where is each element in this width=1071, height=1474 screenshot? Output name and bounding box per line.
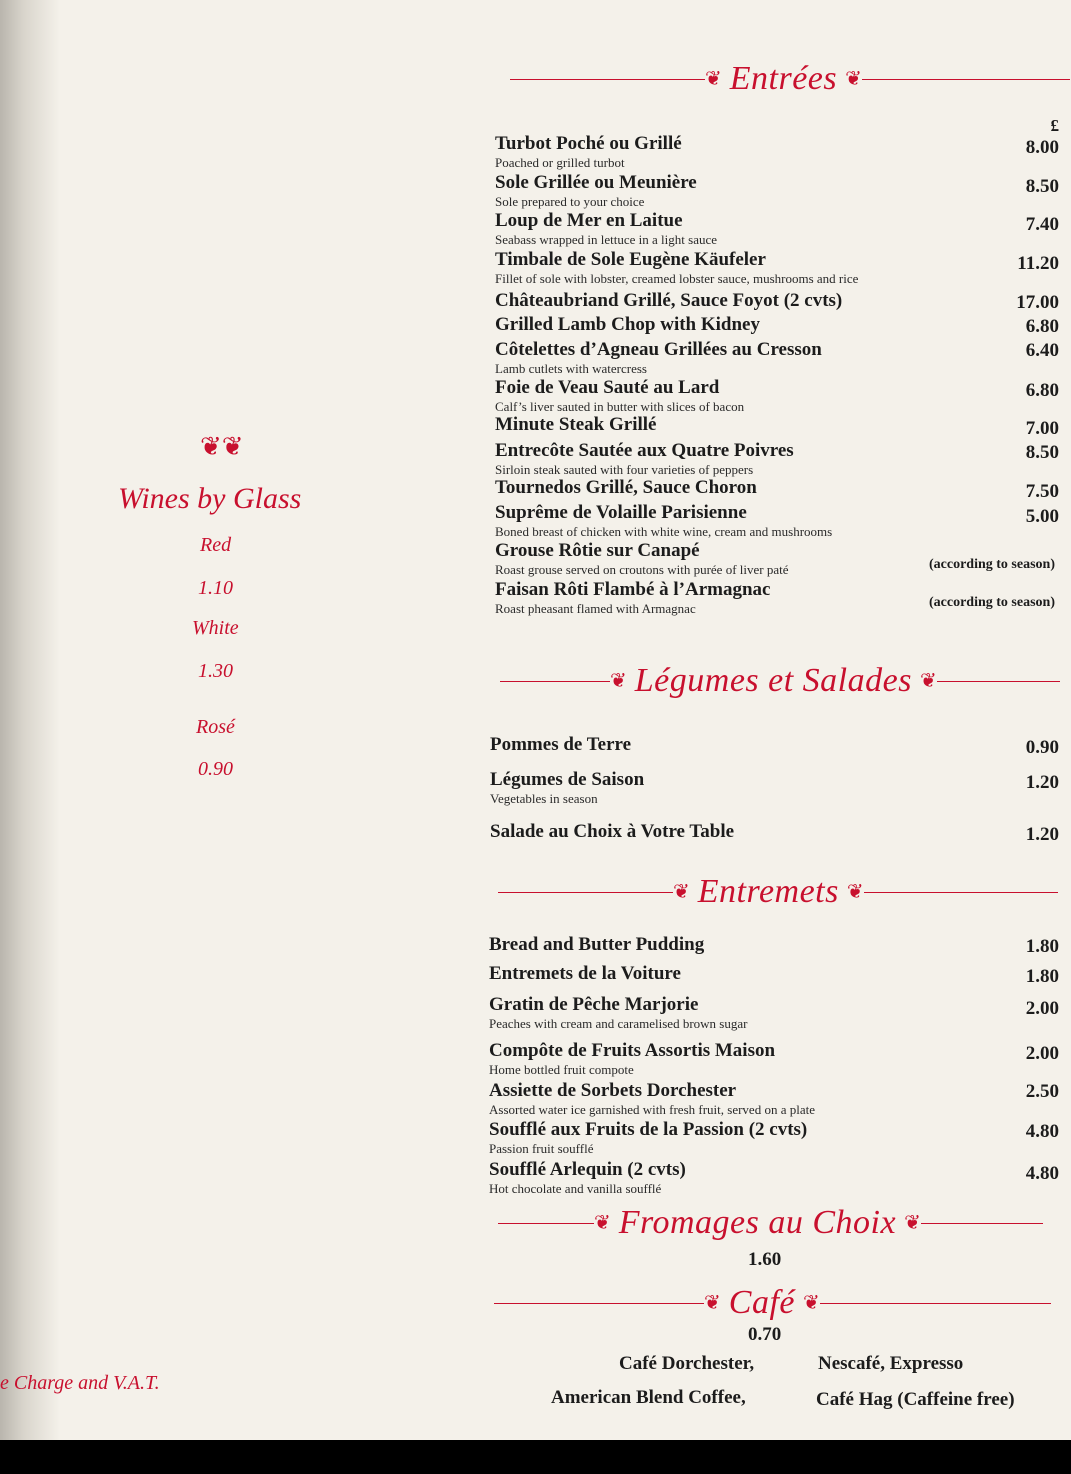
section-header-entremets bbox=[498, 873, 1058, 911]
menu-item-name: Sole Grillée ou Meunière bbox=[495, 172, 697, 193]
wine-rose-label: Rosé bbox=[196, 716, 235, 738]
menu-item-price: 2.00 bbox=[1025, 1043, 1059, 1064]
divider-line bbox=[937, 681, 1060, 682]
ornament-icon: ❦ bbox=[845, 68, 862, 90]
menu-item-description: Calf’s liver sauted in butter with slices of bacon bbox=[495, 399, 745, 414]
menu-item-price: (according to season) bbox=[929, 595, 1055, 610]
section-header-fromages bbox=[498, 1204, 1043, 1242]
section-title: Entrées bbox=[729, 60, 838, 97]
wines-title: Wines by Glass bbox=[118, 482, 302, 515]
menu-item-name: Entrecôte Sautée aux Quatre Poivres bbox=[495, 440, 794, 461]
menu-item-price: 6.40 bbox=[1025, 340, 1059, 361]
menu-item-name: Tournedos Grillé, Sauce Choron bbox=[495, 477, 757, 498]
divider-line bbox=[494, 1303, 704, 1304]
ornament-icon: ❦ bbox=[919, 670, 937, 692]
wine-rose-price: 0.90 bbox=[198, 758, 233, 780]
ornament-icon: ❦ bbox=[704, 1292, 721, 1314]
menu-item-price: 6.80 bbox=[1025, 316, 1059, 337]
divider-line bbox=[500, 681, 610, 682]
menu-item-price: 7.00 bbox=[1025, 418, 1059, 439]
menu-item-price: 5.00 bbox=[1025, 506, 1059, 527]
menu-item-description: Peaches with cream and caramelised brown sugar bbox=[489, 1016, 748, 1031]
menu-item-name: Côtelettes d’Agneau Grillées au Cresson bbox=[495, 339, 822, 360]
menu-item-price: 4.80 bbox=[1025, 1163, 1059, 1184]
menu-item-description: Vegetables in season bbox=[490, 791, 598, 806]
menu-item-price: 1.20 bbox=[1025, 772, 1059, 793]
menu-item-price: 1.20 bbox=[1025, 824, 1059, 845]
menu-item-name: Timbale de Sole Eugène Käufeler bbox=[495, 249, 766, 270]
service-charge-note: e Charge and V.A.T. bbox=[0, 1372, 160, 1394]
menu-item-name: Bread and Butter Pudding bbox=[489, 934, 705, 955]
menu-item-price: 2.00 bbox=[1025, 998, 1059, 1019]
menu-item-price: 7.50 bbox=[1025, 481, 1059, 502]
ornament-icon: ❦ bbox=[846, 881, 864, 903]
menu-item-name: Turbot Poché ou Grillé bbox=[495, 133, 682, 154]
currency-symbol: £ bbox=[1050, 116, 1059, 135]
menu-item-description: Fillet of sole with lobster, creamed lobster sauce, mushrooms and rice bbox=[495, 271, 859, 286]
menu-item-description: Seabass wrapped in lettuce in a light sauce bbox=[495, 232, 718, 247]
menu-item-name: Légumes de Saison bbox=[490, 769, 645, 790]
menu-item-name: Minute Steak Grillé bbox=[495, 414, 657, 435]
menu-item-name: Soufflé aux Fruits de la Passion (2 cvts) bbox=[489, 1119, 808, 1140]
menu-item-description: Sole prepared to your choice bbox=[495, 194, 645, 209]
menu-item-name: Faisan Rôti Flambé à l’Armagnac bbox=[495, 579, 771, 600]
coffee-item: Café Dorchester, bbox=[619, 1353, 755, 1374]
menu-item-description: Roast pheasant flamed with Armagnac bbox=[495, 601, 696, 616]
fromages-price: 1.60 bbox=[748, 1249, 782, 1270]
section-title: Entremets bbox=[697, 873, 839, 910]
ornament-icon: ❦ bbox=[904, 1212, 921, 1234]
menu-item-price: 0.90 bbox=[1025, 737, 1059, 758]
divider-line bbox=[510, 79, 705, 80]
menu-item-price: 1.80 bbox=[1025, 936, 1059, 957]
coffee-item: Nescafé, Expresso bbox=[818, 1353, 964, 1374]
divider-line bbox=[921, 1223, 1043, 1224]
menu-item-name: Gratin de Pêche Marjorie bbox=[489, 994, 699, 1015]
wine-white-label: White bbox=[192, 617, 239, 639]
menu-item-name: Foie de Veau Sauté au Lard bbox=[495, 377, 720, 398]
wine-red-price: 1.10 bbox=[198, 577, 233, 599]
ornament-icon: ❦ bbox=[610, 670, 627, 692]
menu-item-description: Boned breast of chicken with white wine, cream and mushrooms bbox=[495, 524, 833, 539]
section-title: Légumes et Salades bbox=[634, 662, 912, 699]
menu-item-description: Home bottled fruit compote bbox=[489, 1062, 634, 1077]
menu-item-price: 6.80 bbox=[1025, 380, 1059, 401]
ornament-icon: ❦ bbox=[673, 881, 690, 903]
menu-item-price: 11.20 bbox=[1017, 253, 1059, 274]
menu-item-name: Compôte de Fruits Assortis Maison bbox=[489, 1040, 776, 1061]
divider-line bbox=[864, 892, 1058, 893]
menu-item-description: Hot chocolate and vanilla soufflé bbox=[489, 1181, 662, 1196]
menu-item-description: Lamb cutlets with watercress bbox=[495, 361, 647, 376]
menu-item-description: Roast grouse served on croutons with purée of liver paté bbox=[495, 562, 789, 577]
divider-line bbox=[498, 1223, 594, 1224]
wine-red-label: Red bbox=[200, 534, 232, 556]
menu-item-description: Passion fruit soufflé bbox=[489, 1141, 594, 1156]
menu-item-description: Assorted water ice garnished with fresh fruit, served on a plate bbox=[489, 1102, 815, 1117]
menu-item-price: 4.80 bbox=[1025, 1121, 1059, 1142]
menu-item-name: Soufflé Arlequin (2 cvts) bbox=[489, 1159, 686, 1180]
menu-item-name: Loup de Mer en Laitue bbox=[495, 210, 683, 231]
cafe-price: 0.70 bbox=[748, 1324, 782, 1345]
binding-shadow bbox=[0, 0, 60, 1440]
menu-item-price: (according to season) bbox=[929, 557, 1055, 572]
menu-item-name: Suprême de Volaille Parisienne bbox=[495, 502, 747, 523]
section-header-entrees bbox=[510, 60, 1070, 98]
menu-item-name: Salade au Choix à Votre Table bbox=[490, 821, 735, 842]
menu-item-name: Assiette de Sorbets Dorchester bbox=[489, 1080, 737, 1101]
divider-line bbox=[862, 79, 1070, 80]
menu-item-price: 8.50 bbox=[1025, 442, 1059, 463]
section-header-cafe bbox=[494, 1284, 1051, 1322]
menu-item-description: Sirloin steak sauted with four varieties of peppers bbox=[495, 462, 754, 477]
menu-item-name: Grilled Lamb Chop with Kidney bbox=[495, 314, 760, 335]
menu-item-price: 8.50 bbox=[1025, 176, 1059, 197]
ornament-icon: ❦ bbox=[705, 68, 722, 90]
divider-line bbox=[820, 1303, 1051, 1304]
section-header-legumes bbox=[500, 662, 1060, 700]
menu-item-price: 1.80 bbox=[1025, 966, 1059, 987]
section-title: Café bbox=[728, 1284, 795, 1321]
wine-white-price: 1.30 bbox=[198, 660, 233, 682]
coffee-item: American Blend Coffee, bbox=[551, 1387, 746, 1408]
menu-item-price: 7.40 bbox=[1025, 214, 1059, 235]
ornament-icon: ❦ bbox=[802, 1292, 820, 1314]
ornament-icon: ❦ bbox=[594, 1212, 611, 1234]
menu-item-name: Pommes de Terre bbox=[490, 734, 632, 755]
menu-item-price: 8.00 bbox=[1025, 137, 1059, 158]
section-title: Fromages au Choix bbox=[618, 1204, 897, 1241]
menu-item-name: Grouse Rôtie sur Canapé bbox=[495, 540, 700, 561]
divider-line bbox=[498, 892, 673, 893]
menu-item-description: Poached or grilled turbot bbox=[495, 155, 625, 170]
menu-item-price: 2.50 bbox=[1025, 1081, 1059, 1102]
menu-item-price: 17.00 bbox=[1016, 292, 1059, 313]
wines-ornament: ❦❦ bbox=[200, 432, 244, 461]
menu-item-name: Châteaubriand Grillé, Sauce Foyot (2 cvts) bbox=[495, 290, 843, 311]
coffee-item: Café Hag (Caffeine free) bbox=[816, 1389, 1015, 1410]
menu-item-name: Entremets de la Voiture bbox=[489, 963, 681, 984]
